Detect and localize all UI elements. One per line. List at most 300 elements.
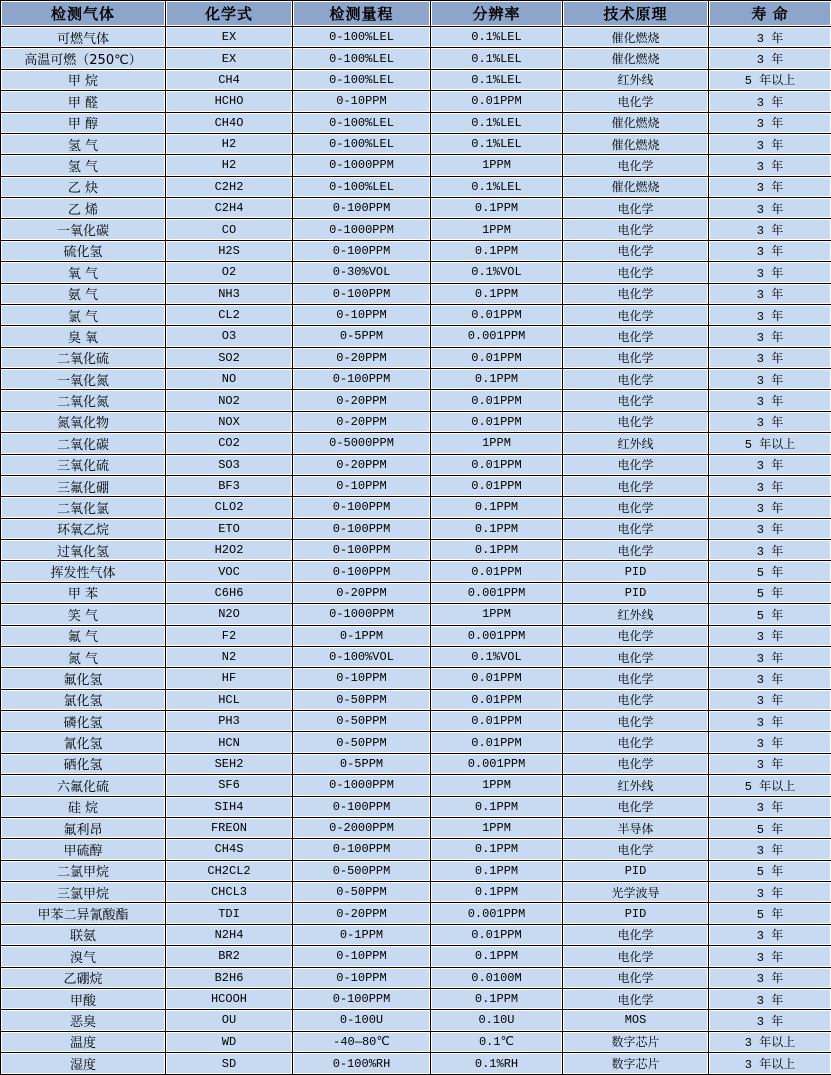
cell-range: 0-5PPM	[293, 326, 431, 347]
cell-range: 0-2000PPM	[293, 817, 431, 838]
cell-formula: N2O	[166, 604, 293, 625]
cell-principle: 催化燃烧	[563, 133, 709, 154]
cell-gas: 氧 气	[1, 262, 166, 283]
cell-gas: 臭 氧	[1, 326, 166, 347]
cell-lifespan: 3 年	[709, 27, 831, 48]
cell-principle: 电化学	[563, 304, 709, 325]
cell-lifespan: 3 年	[709, 753, 831, 774]
table-row	[1, 604, 831, 625]
cell-lifespan: 5 年以上	[709, 433, 831, 454]
cell-formula: CLO2	[166, 497, 293, 518]
cell-lifespan: 3 年	[709, 155, 831, 176]
cell-gas: 硒化氢	[1, 753, 166, 774]
table-row	[1, 882, 831, 903]
column-header-formula: 化学式	[166, 1, 293, 27]
table-row	[1, 732, 831, 753]
cell-formula: HCN	[166, 732, 293, 753]
cell-gas: 氨 气	[1, 283, 166, 304]
cell-range: 0-20PPM	[293, 903, 431, 924]
cell-gas: 环氧乙烷	[1, 518, 166, 539]
table-row	[1, 988, 831, 1009]
cell-gas: 硫化氢	[1, 240, 166, 261]
cell-principle: 电化学	[563, 796, 709, 817]
cell-principle: 电化学	[563, 988, 709, 1009]
table-row	[1, 198, 831, 219]
cell-resolution: 0.001PPM	[431, 582, 563, 603]
table-row	[1, 796, 831, 817]
table-row	[1, 540, 831, 561]
cell-gas: 挥发性气体	[1, 561, 166, 582]
cell-resolution: 0.01PPM	[431, 668, 563, 689]
cell-resolution: 0.001PPM	[431, 753, 563, 774]
cell-formula: O2	[166, 262, 293, 283]
cell-lifespan: 3 年	[709, 988, 831, 1009]
cell-formula: HF	[166, 668, 293, 689]
cell-principle: PID	[563, 582, 709, 603]
cell-principle: 数字芯片	[563, 1053, 709, 1075]
table-row	[1, 967, 831, 988]
table-row	[1, 860, 831, 881]
cell-formula: NO	[166, 369, 293, 390]
cell-lifespan: 3 年	[709, 1010, 831, 1031]
cell-formula: ETO	[166, 518, 293, 539]
table-row	[1, 48, 831, 69]
cell-resolution: 0.01PPM	[431, 347, 563, 368]
cell-principle: 电化学	[563, 155, 709, 176]
cell-resolution: 0.1%LEL	[431, 69, 563, 90]
cell-principle: 电化学	[563, 240, 709, 261]
cell-formula: CH4O	[166, 112, 293, 133]
cell-gas: 氯化氢	[1, 689, 166, 710]
cell-resolution: 0.1PPM	[431, 540, 563, 561]
cell-principle: PID	[563, 860, 709, 881]
cell-lifespan: 3 年	[709, 689, 831, 710]
table-row	[1, 176, 831, 197]
cell-resolution: 0.1PPM	[431, 882, 563, 903]
cell-principle: 电化学	[563, 454, 709, 475]
cell-principle: 电化学	[563, 668, 709, 689]
cell-gas: 乙 烯	[1, 198, 166, 219]
cell-gas: 甲 苯	[1, 582, 166, 603]
table-row	[1, 646, 831, 667]
cell-formula: NOX	[166, 411, 293, 432]
cell-lifespan: 3 年	[709, 732, 831, 753]
cell-formula: NH3	[166, 283, 293, 304]
cell-gas: 溴气	[1, 946, 166, 967]
cell-formula: FREON	[166, 817, 293, 838]
cell-gas: 氢 气	[1, 133, 166, 154]
cell-formula: CL2	[166, 304, 293, 325]
cell-formula: H2O2	[166, 540, 293, 561]
cell-formula: CH2CL2	[166, 860, 293, 881]
cell-gas: 硅 烷	[1, 796, 166, 817]
cell-principle: 催化燃烧	[563, 48, 709, 69]
cell-range: 0-500PPM	[293, 860, 431, 881]
cell-formula: N2	[166, 646, 293, 667]
cell-resolution: 1PPM	[431, 433, 563, 454]
table-body	[1, 27, 831, 1075]
cell-lifespan: 3 年	[709, 668, 831, 689]
cell-lifespan: 3 年	[709, 518, 831, 539]
cell-lifespan: 3 年	[709, 540, 831, 561]
cell-range: 0-1000PPM	[293, 775, 431, 796]
cell-gas: 高温可燃（250℃）	[1, 48, 166, 69]
cell-range: 0-10PPM	[293, 91, 431, 112]
cell-resolution: 0.1PPM	[431, 988, 563, 1009]
cell-lifespan: 3 年	[709, 262, 831, 283]
cell-lifespan: 3 年	[709, 219, 831, 240]
cell-lifespan: 5 年	[709, 860, 831, 881]
cell-principle: 电化学	[563, 283, 709, 304]
cell-resolution: 0.1%LEL	[431, 176, 563, 197]
cell-principle: 电化学	[563, 946, 709, 967]
cell-range: 0-1PPM	[293, 625, 431, 646]
cell-formula: BR2	[166, 946, 293, 967]
cell-principle: 红外线	[563, 775, 709, 796]
cell-range: 0-100%LEL	[293, 69, 431, 90]
cell-principle: 光学波导	[563, 882, 709, 903]
cell-lifespan: 3 年	[709, 796, 831, 817]
cell-lifespan: 5 年	[709, 582, 831, 603]
cell-gas: 二氯甲烷	[1, 860, 166, 881]
cell-formula: F2	[166, 625, 293, 646]
cell-gas: 二氧化硫	[1, 347, 166, 368]
cell-formula: C6H6	[166, 582, 293, 603]
cell-lifespan: 3 年	[709, 711, 831, 732]
cell-gas: 甲 醛	[1, 91, 166, 112]
cell-range: 0-5000PPM	[293, 433, 431, 454]
cell-lifespan: 3 年	[709, 411, 831, 432]
cell-range: 0-100%LEL	[293, 48, 431, 69]
cell-gas: 三氟化硼	[1, 475, 166, 496]
cell-gas: 二氧化氮	[1, 390, 166, 411]
cell-lifespan: 3 年	[709, 454, 831, 475]
cell-formula: VOC	[166, 561, 293, 582]
cell-gas: 温度	[1, 1031, 166, 1052]
table-row	[1, 1010, 831, 1031]
cell-lifespan: 3 年	[709, 497, 831, 518]
cell-range: 0-5PPM	[293, 753, 431, 774]
cell-formula: SIH4	[166, 796, 293, 817]
cell-principle: 电化学	[563, 646, 709, 667]
cell-range: 0-100PPM	[293, 198, 431, 219]
cell-range: 0-100%RH	[293, 1053, 431, 1075]
cell-gas: 甲苯二异氰酸酯	[1, 903, 166, 924]
cell-range: 0-20PPM	[293, 390, 431, 411]
cell-resolution: 0.1%LEL	[431, 48, 563, 69]
cell-formula: HCL	[166, 689, 293, 710]
cell-gas: 氮 气	[1, 646, 166, 667]
cell-resolution: 1PPM	[431, 775, 563, 796]
cell-principle: 红外线	[563, 604, 709, 625]
cell-principle: 催化燃烧	[563, 112, 709, 133]
cell-principle: 电化学	[563, 625, 709, 646]
cell-resolution: 0.001PPM	[431, 903, 563, 924]
cell-formula: NO2	[166, 390, 293, 411]
cell-lifespan: 3 年	[709, 347, 831, 368]
cell-formula: BF3	[166, 475, 293, 496]
cell-principle: 电化学	[563, 711, 709, 732]
cell-gas: 氟 气	[1, 625, 166, 646]
cell-gas: 氢 气	[1, 155, 166, 176]
cell-resolution: 0.001PPM	[431, 326, 563, 347]
table-row	[1, 347, 831, 368]
cell-resolution: 0.1%LEL	[431, 133, 563, 154]
cell-range: 0-100%LEL	[293, 27, 431, 48]
cell-range: 0-100%LEL	[293, 176, 431, 197]
table-row	[1, 946, 831, 967]
cell-range: 0-50PPM	[293, 732, 431, 753]
cell-principle: 数字芯片	[563, 1031, 709, 1052]
cell-resolution: 0.1%LEL	[431, 112, 563, 133]
cell-principle: 电化学	[563, 411, 709, 432]
cell-formula: CH4	[166, 69, 293, 90]
cell-resolution: 0.1PPM	[431, 283, 563, 304]
table-row	[1, 304, 831, 325]
table-row	[1, 625, 831, 646]
cell-gas: 磷化氢	[1, 711, 166, 732]
table-header	[1, 1, 831, 27]
table-row	[1, 390, 831, 411]
table-row	[1, 69, 831, 90]
cell-range: 0-50PPM	[293, 711, 431, 732]
column-header-gas: 检测气体	[1, 1, 166, 27]
cell-resolution: 0.01PPM	[431, 732, 563, 753]
cell-lifespan: 3 年	[709, 924, 831, 945]
cell-lifespan: 3 年	[709, 882, 831, 903]
cell-lifespan: 3 年	[709, 283, 831, 304]
cell-resolution: 0.1PPM	[431, 198, 563, 219]
cell-lifespan: 3 年	[709, 390, 831, 411]
cell-gas: 笑 气	[1, 604, 166, 625]
cell-resolution: 0.1PPM	[431, 518, 563, 539]
table-row	[1, 518, 831, 539]
cell-principle: 电化学	[563, 262, 709, 283]
cell-gas: 恶臭	[1, 1010, 166, 1031]
cell-range: 0-100PPM	[293, 796, 431, 817]
cell-principle: 电化学	[563, 91, 709, 112]
cell-lifespan: 3 年	[709, 91, 831, 112]
cell-lifespan: 3 年	[709, 646, 831, 667]
cell-range: 0-10PPM	[293, 946, 431, 967]
cell-resolution: 0.01PPM	[431, 475, 563, 496]
cell-resolution: 0.1PPM	[431, 839, 563, 860]
cell-resolution: 0.01PPM	[431, 689, 563, 710]
cell-gas: 六氟化硫	[1, 775, 166, 796]
cell-lifespan: 5 年以上	[709, 775, 831, 796]
cell-resolution: 0.1PPM	[431, 796, 563, 817]
cell-range: 0-1000PPM	[293, 604, 431, 625]
cell-resolution: 0.1%LEL	[431, 27, 563, 48]
cell-principle: 电化学	[563, 390, 709, 411]
cell-gas: 二氧化氯	[1, 497, 166, 518]
cell-resolution: 0.01PPM	[431, 390, 563, 411]
cell-resolution: 0.1PPM	[431, 369, 563, 390]
column-header-lifespan: 寿 命	[709, 1, 831, 27]
cell-principle: 半导体	[563, 817, 709, 838]
cell-gas: 一氧化碳	[1, 219, 166, 240]
table-row	[1, 582, 831, 603]
cell-gas: 联氨	[1, 924, 166, 945]
cell-formula: B2H6	[166, 967, 293, 988]
table-row	[1, 1031, 831, 1052]
cell-resolution: 0.01PPM	[431, 411, 563, 432]
table-row	[1, 91, 831, 112]
cell-range: 0-100%LEL	[293, 133, 431, 154]
cell-range: 0-1PPM	[293, 924, 431, 945]
cell-principle: 电化学	[563, 518, 709, 539]
cell-gas: 甲酸	[1, 988, 166, 1009]
table-row	[1, 133, 831, 154]
cell-gas: 氟利昂	[1, 817, 166, 838]
cell-gas: 甲 烷	[1, 69, 166, 90]
cell-formula: N2H4	[166, 924, 293, 945]
cell-gas: 甲硫醇	[1, 839, 166, 860]
cell-lifespan: 3 年	[709, 369, 831, 390]
cell-resolution: 0.01PPM	[431, 561, 563, 582]
cell-gas: 可燃气体	[1, 27, 166, 48]
cell-gas: 过氧化氢	[1, 540, 166, 561]
cell-lifespan: 5 年以上	[709, 69, 831, 90]
cell-lifespan: 3 年	[709, 967, 831, 988]
cell-principle: 电化学	[563, 497, 709, 518]
cell-formula: H2	[166, 133, 293, 154]
cell-gas: 氰化氢	[1, 732, 166, 753]
cell-range: 0-10PPM	[293, 668, 431, 689]
cell-formula: SO3	[166, 454, 293, 475]
cell-formula: EX	[166, 48, 293, 69]
cell-range: 0-100%LEL	[293, 112, 431, 133]
table-row	[1, 711, 831, 732]
cell-lifespan: 3 年	[709, 48, 831, 69]
cell-formula: PH3	[166, 711, 293, 732]
cell-range: 0-20PPM	[293, 347, 431, 368]
table-row	[1, 155, 831, 176]
cell-range: 0-20PPM	[293, 582, 431, 603]
cell-resolution: 0.01PPM	[431, 924, 563, 945]
cell-principle: 电化学	[563, 967, 709, 988]
cell-formula: SF6	[166, 775, 293, 796]
table-row	[1, 497, 831, 518]
table-row	[1, 561, 831, 582]
cell-resolution: 0.1PPM	[431, 946, 563, 967]
cell-principle: 电化学	[563, 219, 709, 240]
cell-range: 0-100%VOL	[293, 646, 431, 667]
cell-gas: 湿度	[1, 1053, 166, 1075]
cell-resolution: 0.1%RH	[431, 1053, 563, 1075]
cell-principle: 电化学	[563, 326, 709, 347]
table-row	[1, 411, 831, 432]
table-row	[1, 689, 831, 710]
cell-gas: 二氧化碳	[1, 433, 166, 454]
cell-range: 0-50PPM	[293, 689, 431, 710]
cell-resolution: 0.01PPM	[431, 454, 563, 475]
cell-formula: HCHO	[166, 91, 293, 112]
column-header-resolution: 分辨率	[431, 1, 563, 27]
cell-range: -40—80℃	[293, 1031, 431, 1052]
cell-range: 0-100PPM	[293, 518, 431, 539]
cell-range: 0-100PPM	[293, 497, 431, 518]
cell-resolution: 1PPM	[431, 155, 563, 176]
cell-principle: 电化学	[563, 540, 709, 561]
cell-principle: 催化燃烧	[563, 27, 709, 48]
cell-principle: 电化学	[563, 347, 709, 368]
cell-formula: O3	[166, 326, 293, 347]
table-row	[1, 924, 831, 945]
cell-resolution: 0.001PPM	[431, 625, 563, 646]
cell-principle: 电化学	[563, 475, 709, 496]
table-row	[1, 112, 831, 133]
cell-range: 0-30%VOL	[293, 262, 431, 283]
cell-lifespan: 5 年	[709, 903, 831, 924]
cell-formula: SO2	[166, 347, 293, 368]
cell-formula: EX	[166, 27, 293, 48]
cell-resolution: 0.1PPM	[431, 860, 563, 881]
header-row	[1, 1, 831, 27]
cell-gas: 氯 气	[1, 304, 166, 325]
cell-resolution: 0.0100M	[431, 967, 563, 988]
cell-resolution: 0.01PPM	[431, 304, 563, 325]
cell-range: 0-100U	[293, 1010, 431, 1031]
cell-formula: C2H4	[166, 198, 293, 219]
cell-principle: MOS	[563, 1010, 709, 1031]
cell-lifespan: 3 年	[709, 198, 831, 219]
cell-resolution: 0.1PPM	[431, 240, 563, 261]
cell-range: 0-1000PPM	[293, 155, 431, 176]
cell-range: 0-100PPM	[293, 283, 431, 304]
table-row	[1, 753, 831, 774]
cell-formula: TDI	[166, 903, 293, 924]
cell-resolution: 0.01PPM	[431, 711, 563, 732]
cell-lifespan: 3 年	[709, 112, 831, 133]
cell-resolution: 1PPM	[431, 817, 563, 838]
cell-formula: HCOOH	[166, 988, 293, 1009]
table-row	[1, 775, 831, 796]
cell-formula: SD	[166, 1053, 293, 1075]
cell-formula: H2S	[166, 240, 293, 261]
table-row	[1, 219, 831, 240]
cell-gas: 三氧化硫	[1, 454, 166, 475]
cell-lifespan: 5 年	[709, 817, 831, 838]
table-row	[1, 839, 831, 860]
cell-principle: 电化学	[563, 369, 709, 390]
cell-principle: PID	[563, 903, 709, 924]
cell-range: 0-100PPM	[293, 988, 431, 1009]
table-row	[1, 817, 831, 838]
cell-range: 0-1000PPM	[293, 219, 431, 240]
cell-formula: SEH2	[166, 753, 293, 774]
cell-gas: 三氯甲烷	[1, 882, 166, 903]
cell-principle: 电化学	[563, 753, 709, 774]
table-row	[1, 668, 831, 689]
cell-lifespan: 3 年	[709, 946, 831, 967]
cell-lifespan: 3 年	[709, 304, 831, 325]
cell-formula: C2H2	[166, 176, 293, 197]
cell-principle: 电化学	[563, 924, 709, 945]
table-row	[1, 326, 831, 347]
cell-formula: CHCL3	[166, 882, 293, 903]
table-row	[1, 903, 831, 924]
cell-lifespan: 3 年	[709, 625, 831, 646]
cell-range: 0-10PPM	[293, 304, 431, 325]
cell-gas: 氮氧化物	[1, 411, 166, 432]
cell-resolution: 0.1%VOL	[431, 262, 563, 283]
cell-range: 0-20PPM	[293, 454, 431, 475]
cell-lifespan: 3 年	[709, 475, 831, 496]
column-header-range: 检测量程	[293, 1, 431, 27]
cell-gas: 甲 醇	[1, 112, 166, 133]
cell-principle: 催化燃烧	[563, 176, 709, 197]
